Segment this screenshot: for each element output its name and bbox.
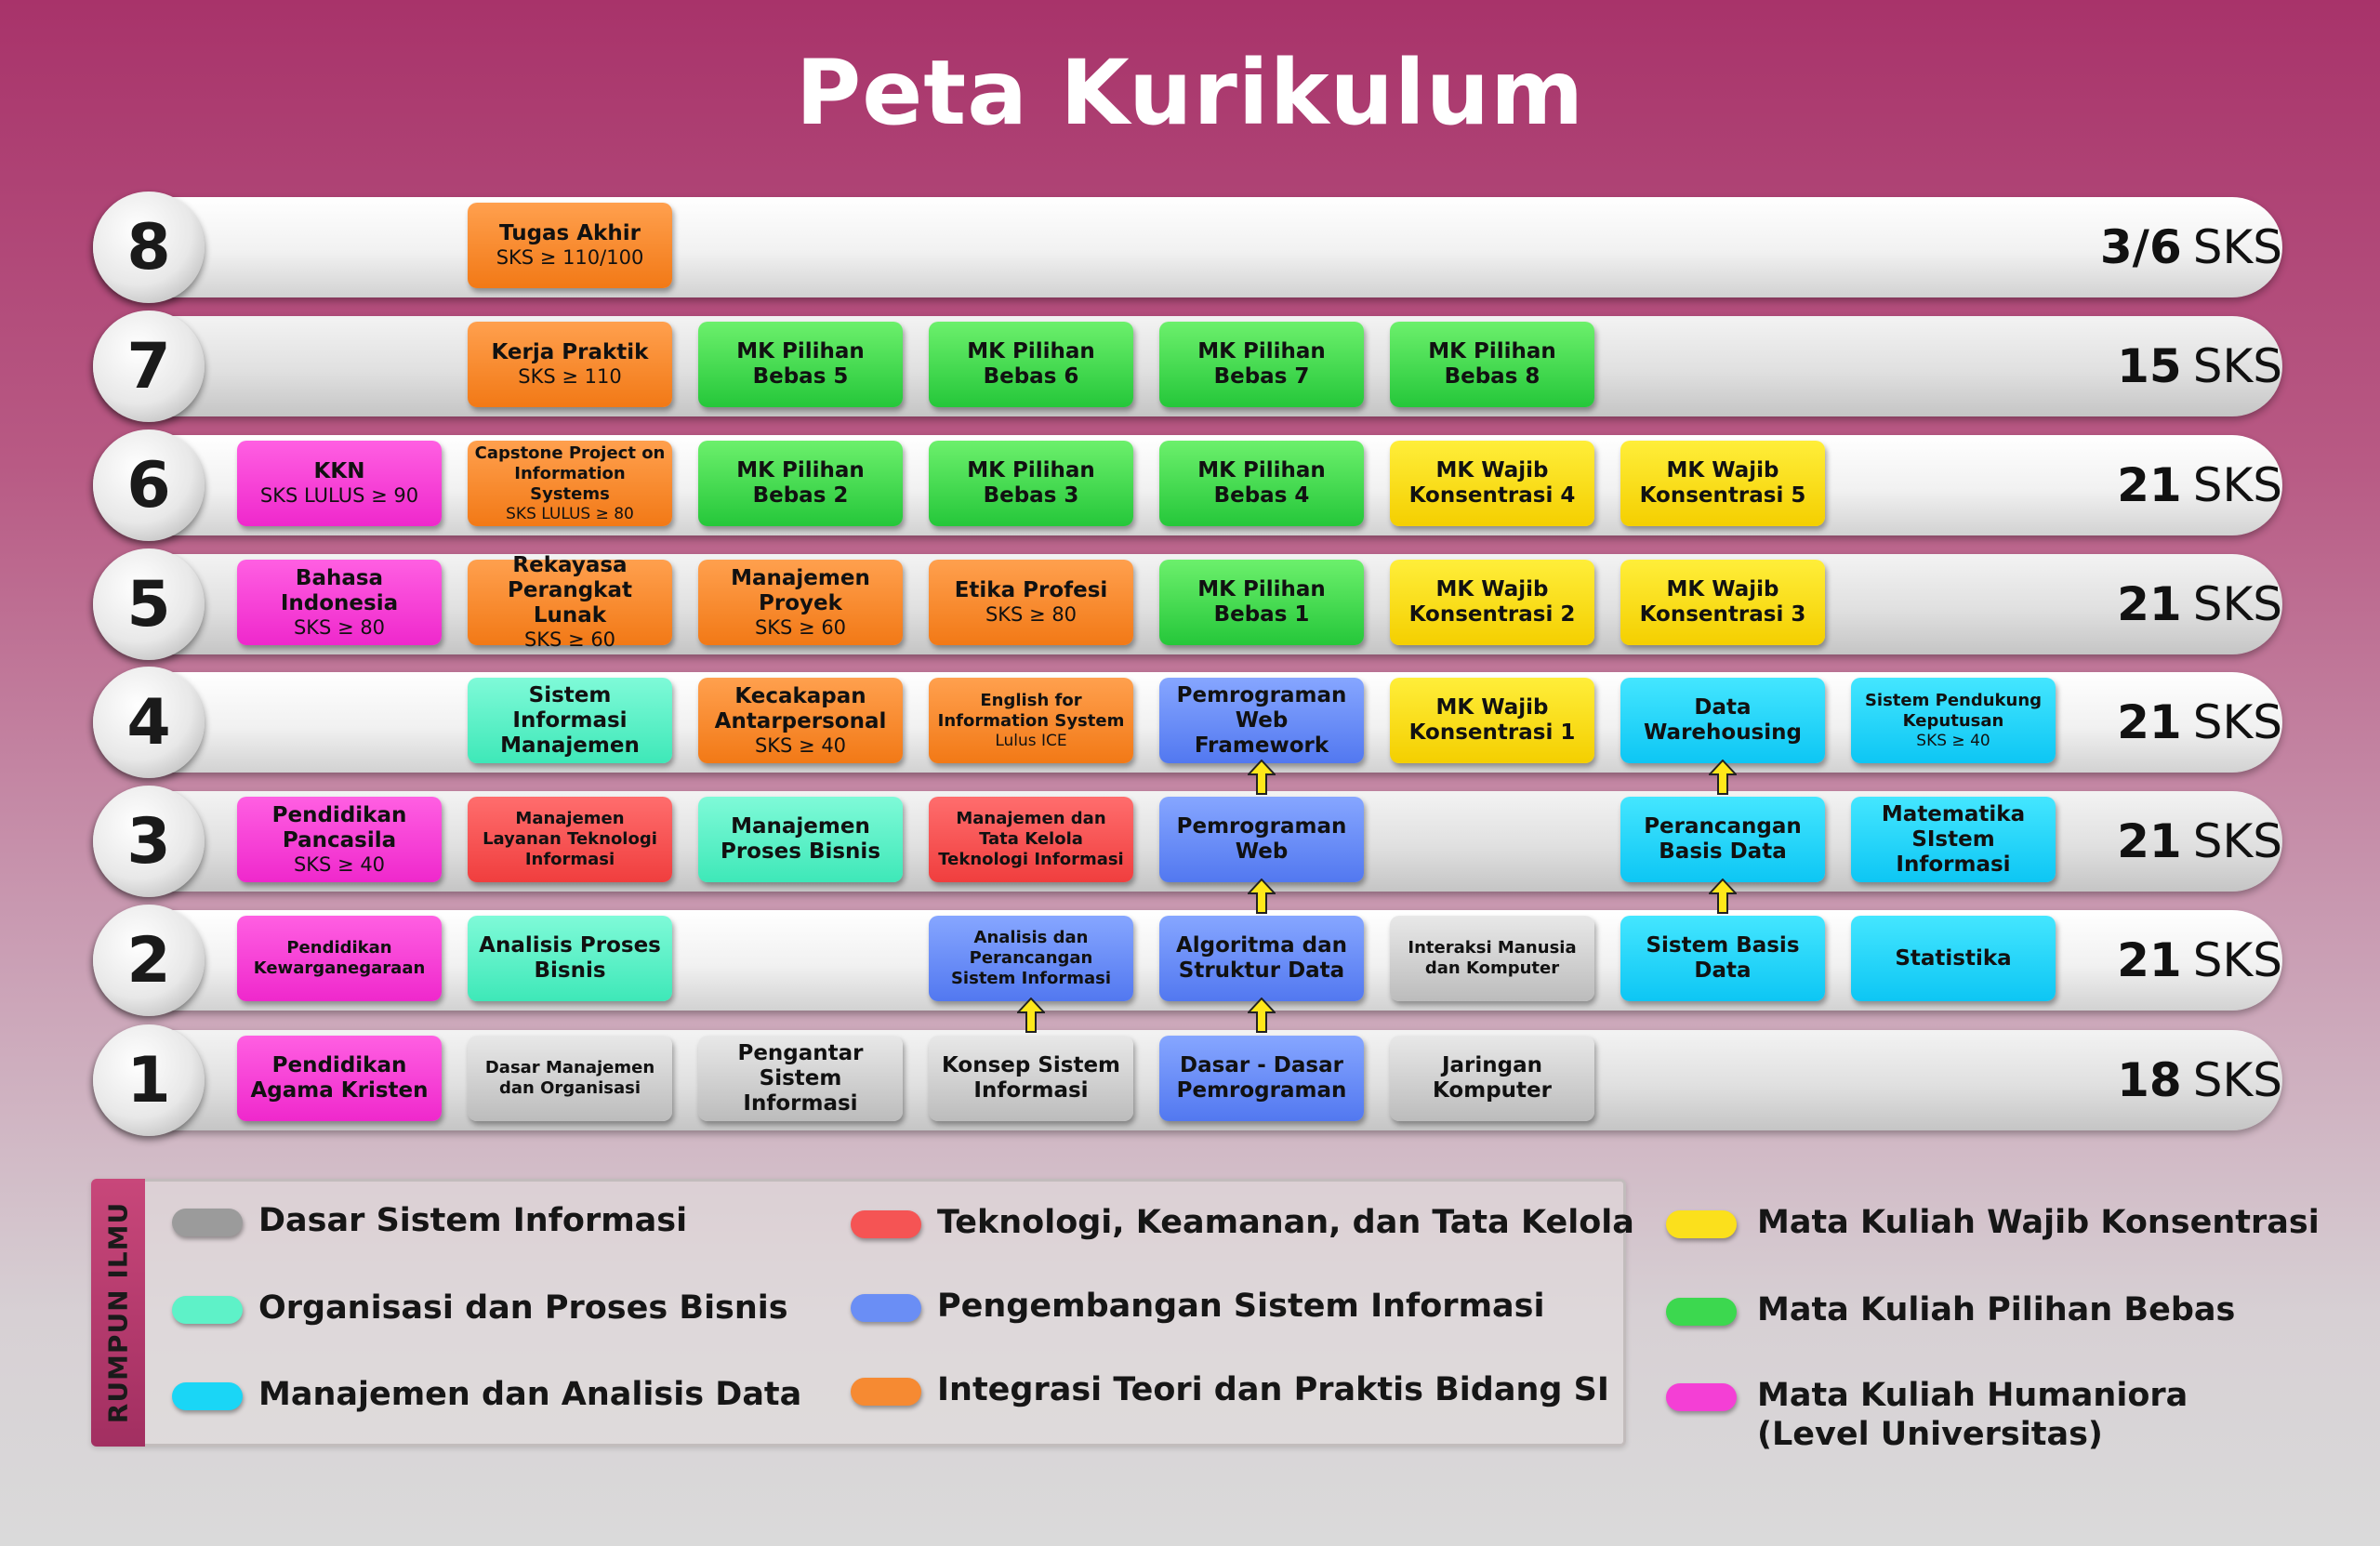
course-title: Manajemen Proses Bisnis xyxy=(720,814,881,864)
course-requirement: SKS ≥ 60 xyxy=(754,615,847,639)
course-title: Manajemen Proyek xyxy=(731,565,870,615)
course-requirement: SKS ≥ 40 xyxy=(1916,731,1990,750)
legend-swatch-teknologi xyxy=(851,1210,921,1238)
sks-unit: SKS xyxy=(2192,220,2282,274)
course-requirement: SKS ≥ 40 xyxy=(754,733,847,757)
course-title: MK Pilihan Bebas 4 xyxy=(1197,458,1326,508)
legend-label-teknologi: Teknologi, Keamanan, dan Tata Kelola xyxy=(937,1204,1634,1241)
legend-tag xyxy=(91,1179,145,1447)
course-title: MK Wajib Konsentrasi 2 xyxy=(1408,577,1576,627)
semester-badge-7: 7 xyxy=(93,311,205,422)
course-card xyxy=(1159,678,1364,763)
semester-badge-8: 8 xyxy=(93,192,205,303)
course-card xyxy=(237,441,442,526)
course-title: Perancangan Basis Data xyxy=(1644,814,1802,864)
course-card xyxy=(929,678,1133,763)
semester-badge-3: 3 xyxy=(93,786,205,897)
legend-label-pilihan: Mata Kuliah Pilihan Bebas xyxy=(1757,1291,2236,1328)
course-title: Data Warehousing xyxy=(1644,695,1802,745)
course-title: Dasar - Dasar Pemrograman xyxy=(1176,1053,1347,1103)
course-card xyxy=(237,916,442,1001)
course-title: Kecakapan Antarpersonal xyxy=(714,683,887,733)
course-card xyxy=(1159,441,1364,526)
course-card xyxy=(1159,797,1364,882)
course-requirement: SKS ≥ 110 xyxy=(518,365,622,388)
course-title: Pendidikan Agama Kristen xyxy=(250,1053,429,1103)
course-title: Etika Profesi xyxy=(954,578,1108,602)
legend-swatch-humaniora xyxy=(1666,1383,1737,1411)
sks-value: 21 xyxy=(2117,933,2182,987)
course-card xyxy=(468,797,672,882)
course-title: English for Information System xyxy=(937,690,1125,731)
legend-label-pengembangan: Pengembangan Sistem Informasi xyxy=(937,1288,1545,1325)
course-card xyxy=(1390,322,1594,407)
course-title: Sistem Informasi Manajemen xyxy=(500,682,640,758)
legend-swatch-integrasi xyxy=(851,1378,921,1406)
legend-label-manajemen-data: Manajemen dan Analisis Data xyxy=(258,1376,802,1413)
course-title: Bahasa Indonesia xyxy=(280,565,399,615)
course-card xyxy=(1390,560,1594,645)
semester-badge-5: 5 xyxy=(93,548,205,660)
course-card xyxy=(468,553,672,651)
course-requirement: SKS ≥ 110/100 xyxy=(496,246,644,269)
legend-label-humaniora: Mata Kuliah Humaniora (Level Universitas) xyxy=(1757,1377,2188,1453)
course-card xyxy=(1851,797,2056,882)
sks-value: 15 xyxy=(2117,339,2182,393)
course-card xyxy=(1159,322,1364,407)
course-title: MK Wajib Konsentrasi 4 xyxy=(1408,458,1576,508)
semester-row-8 xyxy=(93,197,2282,297)
course-card xyxy=(1159,916,1364,1001)
course-requirement: SKS LULUS ≥ 80 xyxy=(506,504,634,523)
semester-sks-5 xyxy=(2117,554,2282,654)
course-title: MK Wajib Konsentrasi 1 xyxy=(1408,695,1576,745)
course-title: Capstone Project on Information Systems xyxy=(474,443,666,504)
course-title: Statistika xyxy=(1895,945,2012,971)
semester-sks-1 xyxy=(2117,1030,2282,1130)
sks-unit: SKS xyxy=(2192,1053,2282,1107)
course-card xyxy=(1390,916,1594,1001)
course-title: Rekayasa Perangkat Lunak xyxy=(508,553,632,628)
course-title: MK Pilihan Bebas 5 xyxy=(736,339,865,389)
sks-value: 21 xyxy=(2117,695,2182,749)
course-title: MK Pilihan Bebas 7 xyxy=(1197,339,1326,389)
course-title: MK Pilihan Bebas 1 xyxy=(1197,577,1326,627)
legend-swatch-pilihan xyxy=(1666,1298,1737,1326)
course-title: Manajemen Layanan Teknologi Informasi xyxy=(483,809,657,869)
course-title: MK Pilihan Bebas 6 xyxy=(967,339,1095,389)
course-title: Analisis Proses Bisnis xyxy=(479,933,661,983)
semester-badge-2: 2 xyxy=(93,905,205,1016)
course-card xyxy=(1390,1036,1594,1121)
course-title: MK Wajib Konsentrasi 3 xyxy=(1639,577,1806,627)
course-title: Pendidikan Pancasila xyxy=(271,802,407,852)
semester-badge-1: 1 xyxy=(93,1024,205,1136)
course-title: Konsep Sistem Informasi xyxy=(941,1053,1121,1103)
sks-unit: SKS xyxy=(2192,933,2282,987)
legend-label-dasar: Dasar Sistem Informasi xyxy=(258,1202,688,1239)
course-card xyxy=(1851,678,2056,763)
course-title: Kerja Praktik xyxy=(491,340,649,364)
course-card xyxy=(698,441,903,526)
course-title: Dasar Manajemen dan Organisasi xyxy=(484,1058,655,1098)
semester-sks-2 xyxy=(2117,910,2282,1011)
semester-sks-6 xyxy=(2117,435,2282,535)
course-card xyxy=(237,797,442,882)
course-title: Matematika SIstem Informasi xyxy=(1881,801,2026,877)
course-title: MK Pilihan Bebas 3 xyxy=(967,458,1095,508)
sks-unit: SKS xyxy=(2192,695,2282,749)
legend-tag-label: RUMPUN ILMU xyxy=(102,1201,134,1424)
course-card xyxy=(929,441,1133,526)
course-title: Pendidikan Kewarganegaraan xyxy=(253,938,426,978)
course-title: MK Wajib Konsentrasi 5 xyxy=(1639,458,1806,508)
course-card xyxy=(929,560,1133,645)
legend-label-wajib: Mata Kuliah Wajib Konsentrasi xyxy=(1757,1204,2320,1241)
course-card xyxy=(468,441,672,526)
course-title: Pemrograman Web xyxy=(1176,814,1347,864)
course-title: Pengantar Sistem Informasi xyxy=(737,1040,864,1116)
course-card xyxy=(698,797,903,882)
page-title: Peta Kurikulum xyxy=(795,41,1585,145)
semester-badge-6: 6 xyxy=(93,429,205,541)
course-card xyxy=(237,1036,442,1121)
course-card xyxy=(1620,441,1825,526)
course-title: Jaringan Komputer xyxy=(1433,1053,1552,1103)
prerequisite-arrow xyxy=(1017,998,1045,1033)
course-title: Tugas Akhir xyxy=(499,221,641,245)
course-card xyxy=(698,322,903,407)
sks-unit: SKS xyxy=(2192,577,2282,631)
semester-sks-8 xyxy=(2100,197,2282,297)
course-card xyxy=(468,1036,672,1121)
prerequisite-arrow xyxy=(1248,760,1276,795)
course-title: Sistem Basis Data xyxy=(1646,933,1800,983)
course-card xyxy=(468,203,672,288)
course-requirement: SKS ≥ 40 xyxy=(293,852,386,876)
course-card xyxy=(698,1036,903,1121)
legend-swatch-manajemen-data xyxy=(172,1382,243,1410)
course-card xyxy=(929,916,1133,1001)
course-title: KKN xyxy=(313,459,365,483)
sks-unit: SKS xyxy=(2192,814,2282,868)
semester-sks-4 xyxy=(2117,672,2282,773)
course-card xyxy=(1620,916,1825,1001)
sks-value: 18 xyxy=(2117,1053,2182,1107)
course-title: Analisis dan Perancangan Sistem Informasi xyxy=(950,928,1112,988)
sks-value: 21 xyxy=(2117,458,2182,512)
legend-label-organisasi: Organisasi dan Proses Bisnis xyxy=(258,1289,788,1327)
course-card xyxy=(929,797,1133,882)
course-requirement: SKS LULUS ≥ 90 xyxy=(259,484,419,507)
course-card xyxy=(237,560,442,645)
prerequisite-arrow xyxy=(1248,879,1276,914)
legend-swatch-organisasi xyxy=(172,1296,243,1324)
sks-value: 3/6 xyxy=(2099,220,2182,274)
prerequisite-arrow xyxy=(1709,879,1737,914)
prerequisite-arrow xyxy=(1709,760,1737,795)
course-card xyxy=(1390,678,1594,763)
sks-unit: SKS xyxy=(2192,339,2282,393)
semester-sks-3 xyxy=(2117,791,2282,892)
course-card xyxy=(1620,797,1825,882)
course-card xyxy=(1159,1036,1364,1121)
semester-badge-4: 4 xyxy=(93,667,205,778)
course-title: Sistem Pendukung Keputusan xyxy=(1864,690,2043,731)
course-requirement: SKS ≥ 80 xyxy=(985,603,1078,626)
course-card xyxy=(468,916,672,1001)
sks-value: 21 xyxy=(2117,577,2182,631)
course-title: MK Pilihan Bebas 2 xyxy=(736,458,865,508)
course-requirement: Lulus ICE xyxy=(995,731,1067,750)
prerequisite-arrow xyxy=(1248,998,1276,1033)
course-card xyxy=(698,678,903,763)
course-card xyxy=(1620,560,1825,645)
legend-swatch-wajib xyxy=(1666,1210,1737,1238)
course-title: MK Pilihan Bebas 8 xyxy=(1428,339,1556,389)
course-requirement: SKS ≥ 80 xyxy=(293,615,386,639)
course-card xyxy=(1159,560,1364,645)
course-card xyxy=(698,560,903,645)
course-card xyxy=(1851,916,2056,1001)
course-card xyxy=(929,322,1133,407)
legend-label-integrasi: Integrasi Teori dan Praktis Bidang SI xyxy=(937,1371,1609,1408)
semester-sks-7 xyxy=(2117,316,2282,416)
course-requirement: SKS ≥ 60 xyxy=(523,628,616,651)
course-card xyxy=(1390,441,1594,526)
sks-unit: SKS xyxy=(2192,458,2282,512)
course-card xyxy=(929,1036,1133,1121)
course-title: Manajemen dan Tata Kelola Teknologi Informasi xyxy=(938,809,1124,869)
course-title: Algoritma dan Struktur Data xyxy=(1175,933,1348,983)
legend-swatch-dasar xyxy=(172,1209,243,1236)
course-card xyxy=(468,322,672,407)
course-title: Interaksi Manusia dan Komputer xyxy=(1408,938,1577,978)
sks-value: 21 xyxy=(2117,814,2182,868)
course-card xyxy=(1620,678,1825,763)
legend-swatch-pengembangan xyxy=(851,1294,921,1322)
course-card xyxy=(468,678,672,763)
course-title: Pemrograman Web Framework xyxy=(1176,682,1347,758)
